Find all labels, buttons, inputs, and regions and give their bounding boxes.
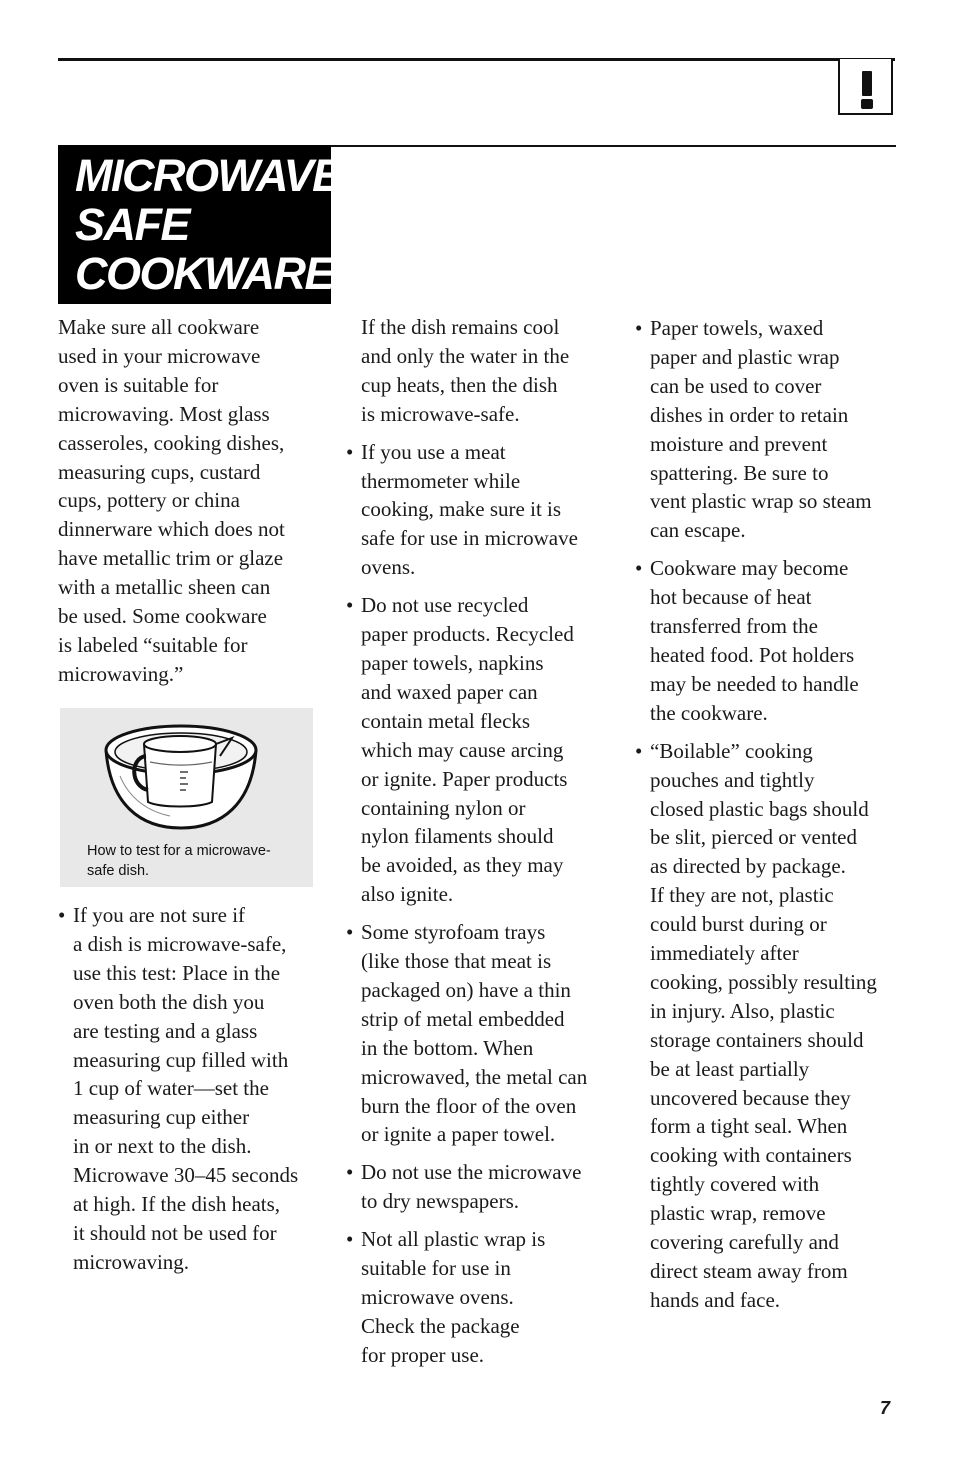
text-line: strip of metal embedded [361,1006,565,1031]
list-item [635,314,900,545]
text-line: oven both the dish you [73,989,265,1014]
text-line: immediately after [650,941,799,966]
text-line: for proper use. [361,1342,485,1367]
bullet: • [346,1227,354,1252]
text-line: burn the floor of the oven [361,1093,577,1118]
text-line: be slit, pierced or vented [650,825,858,850]
text-line: dishes in order to retain [650,402,849,427]
text-line: covering carefully and [650,1230,839,1255]
text-line: direct steam away from [650,1259,848,1283]
bullet: • [635,316,643,340]
text-line: or ignite. Paper products [361,766,568,791]
text-line: casseroles, cooking dishes, [58,430,285,455]
text-line: may be needed to handle [650,671,859,696]
text-line: cooking, possibly resulting [650,969,877,994]
text-line: measuring cups, custard [58,459,261,484]
list-item [58,901,320,1277]
text-line: thermometer while [361,468,521,493]
figure-caption [87,842,302,881]
list-item [635,554,900,727]
column-1-bullets [58,901,320,1286]
intro-paragraph [58,313,320,699]
text-line: Make sure all cookware [58,315,260,339]
title-rule [330,145,896,147]
intro-text [58,313,320,689]
text-line: to dry newspapers. [361,1189,520,1214]
text-line: ovens. [361,555,416,580]
text-line: be used. Some cookware [58,604,267,629]
text-line: transferred from the [650,614,818,639]
text-line: cooking, make sure it is [361,497,562,522]
text-line: are testing and a glass [73,1018,258,1043]
text-line: cup heats, then the dish [361,372,558,397]
text-line: If the dish remains cool [361,315,560,339]
list-item [346,438,612,583]
text-line: Check the package [361,1313,520,1338]
text-line: have metallic trim or glaze [58,546,284,571]
text-line: contain metal flecks [361,708,531,733]
exclamation-dot [861,99,873,109]
list-item [635,737,900,1315]
text-line: Cookware may become [650,556,849,581]
text-line: “Boilable” cooking [650,738,813,763]
text-line: Do not use the microwave [361,1160,582,1185]
text-line: measuring cup filled with [73,1047,289,1072]
bullet: • [635,556,643,581]
text-line: Paper towels, waxed [650,316,824,340]
text-line: 1 cup of water—set the [73,1076,269,1101]
text-line: pouches and tightly [650,767,815,792]
text-line: in the bottom. When [361,1035,534,1060]
text-line: paper products. Recycled [361,622,574,647]
text-line: and only the water in the [361,343,570,368]
text-line: used in your microwave [58,343,261,368]
text-line: the cookware. [650,700,768,725]
list-item [346,918,612,1149]
caption-line: safe dish. [87,862,150,879]
text-line: dinnerware which does not [58,517,285,542]
bullet: • [58,903,66,927]
top-rule [58,58,895,61]
text-line: Do not use recycled [361,593,529,618]
list-item [346,1225,612,1370]
text-line: is microwave-safe. [361,401,520,426]
text-line: plastic wrap, remove [650,1201,826,1226]
text-line: tightly covered with [650,1172,820,1197]
bullet: • [346,920,354,945]
text-line: uncovered because they [650,1085,851,1110]
text-line: or ignite a paper towel. [361,1122,556,1147]
text-line: be avoided, as they may [361,853,564,878]
text-line: microwave ovens. [361,1285,514,1309]
column-2 [346,313,612,1379]
text-line: vent plastic wrap so steam [650,489,872,514]
text-line: it should not be used for [73,1220,277,1245]
text-line: (like those that meat is [361,949,552,974]
exclamation-bar [862,71,872,96]
measuring-cup-in-bowl-illustration [100,716,262,834]
title-line: COOKWARE [75,248,333,299]
text-line: can escape. [650,518,746,543]
text-line: form a tight seal. When [650,1114,848,1139]
text-line: storage containers should [650,1027,864,1052]
title-line: SAFE [75,199,190,250]
text-line: safe for use in microwave [361,526,578,551]
exclamation-icon [838,59,893,115]
text-line: nylon filaments should [361,824,554,849]
text-line: packaged on) have a thin [361,977,571,1002]
text-line: microwaving.” [58,661,184,686]
text-line: closed plastic bags should [650,796,869,821]
bullet: • [635,738,643,763]
text-line: microwaved, the metal can [361,1064,588,1089]
page-number: 7 [880,1398,891,1418]
bullet: • [346,1160,354,1185]
text-line: suitable for use in [361,1256,511,1281]
text-line: cooking with containers [650,1143,852,1168]
text-line: cups, pottery or china [58,488,240,513]
list-item [346,1158,612,1216]
text-line: microwaving. [73,1249,190,1274]
text-line: Microwave 30–45 seconds [73,1163,299,1188]
text-line: heated food. Pot holders [650,642,855,667]
text-line: at high. If the dish heats, [73,1192,281,1217]
bullet: • [346,593,354,618]
safe-dish-figure [60,708,313,887]
text-line: hands and face. [650,1287,781,1312]
text-line: measuring cup either [73,1105,250,1130]
text-line: which may cause arcing [361,737,564,762]
text-line: in or next to the dish. [73,1134,252,1159]
text-line: can be used to cover [650,373,822,398]
text-line: If you are not sure if [73,903,246,927]
text-line: as directed by package. [650,854,846,879]
continued-paragraph [346,313,612,429]
text-line: spattering. Be sure to [650,460,829,485]
text-line: Not all plastic wrap is [361,1227,546,1252]
column-3 [635,314,900,1324]
list-item [346,591,612,909]
text-line: oven is suitable for [58,372,219,397]
title-line: MICROWAVE- [75,150,355,201]
text-line: in injury. Also, plastic [650,998,835,1023]
text-line: moisture and prevent [650,431,828,456]
caption-line: How to test for a microwave- [87,843,271,859]
text-line: with a metallic sheen can [58,575,271,600]
text-line: containing nylon or [361,795,526,820]
text-line: If they are not, plastic [650,883,834,908]
text-line: a dish is microwave-safe, [73,931,287,956]
text-line: use this test: Place in the [73,960,281,985]
text-line: Some styrofoam trays [361,920,546,945]
text-line: could burst during or [650,912,827,937]
text-line: paper and plastic wrap [650,344,840,369]
text-line: If you use a meat [361,439,506,464]
text-line: microwaving. Most glass [58,401,270,426]
text-line: paper towels, napkins [361,650,544,675]
text-line: also ignite. [361,882,454,907]
text-line: and waxed paper can [361,679,538,704]
bullet: • [346,439,354,464]
text-line: hot because of heat [650,585,812,610]
text-line: is labeled “suitable for [58,632,248,657]
text-line: be at least partially [650,1056,810,1081]
page-title [58,145,355,304]
